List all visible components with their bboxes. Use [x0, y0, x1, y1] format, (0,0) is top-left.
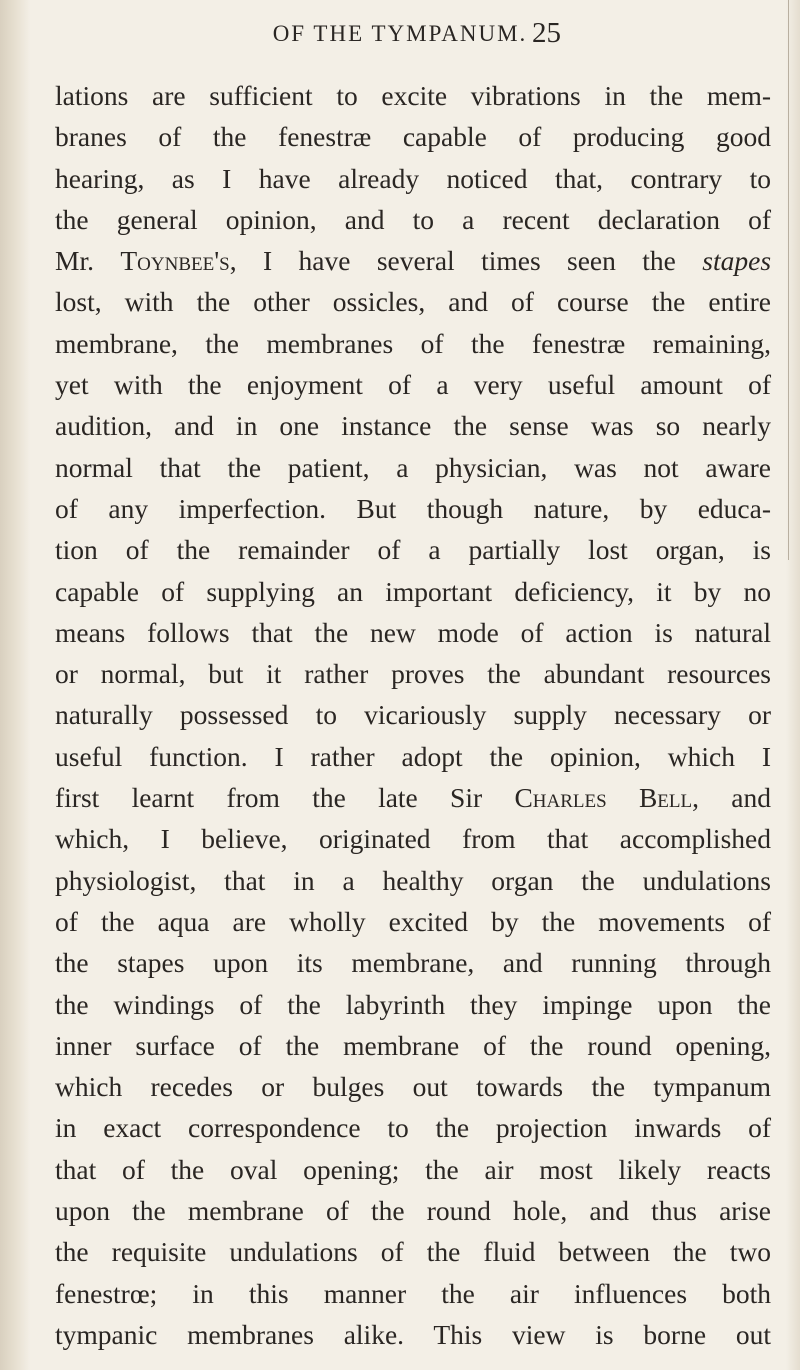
text-run: which, I believe, originated from that accomplished [55, 823, 771, 855]
text-line [55, 1107, 771, 1148]
text-line [55, 860, 771, 901]
text-line [55, 75, 771, 116]
text-run: tympanic membranes alike. This view is borne out [55, 1318, 771, 1350]
text-line [55, 777, 771, 818]
body-text [55, 75, 771, 1355]
text-run: means follows that the new mode of action is natural [55, 616, 771, 648]
text-run: tion of the remainder of a partially lost organ, is [55, 534, 771, 566]
text-line [55, 736, 771, 777]
text-run: upon the membrane of the round hole, and thus arise [55, 1195, 771, 1227]
running-title: OF THE TYMPANUM. [272, 21, 528, 46]
text-run: useful function. I rather adopt the opinion, which I [55, 740, 771, 772]
italic-term-stapes: stapes [702, 245, 772, 277]
text-line [55, 653, 771, 694]
text-line [55, 1273, 771, 1314]
text-line [55, 405, 771, 446]
text-line [55, 158, 771, 199]
text-line [55, 1066, 771, 1107]
text-line [55, 1190, 771, 1231]
text-line [55, 364, 771, 405]
text-run: which recedes or bulges out towards the tympanum [55, 1071, 771, 1103]
text-run: physiologist, that in a healthy organ the undulations [55, 864, 771, 896]
text-run: of the aqua are wholly excited by the movements of [55, 905, 771, 937]
page-binding-edge [0, 0, 30, 1370]
text-run: branes of the fenestræ capable of producing good [55, 121, 771, 153]
text-run: the windings of the labyrinth they impinge upon the [55, 988, 771, 1020]
text-line [55, 694, 771, 735]
text-run: or normal, but it rather proves the abundant resources [55, 658, 771, 690]
text-line [55, 281, 771, 322]
text-line [55, 240, 771, 281]
text-line [55, 1025, 771, 1066]
name-charles-bell: Charles Bell [514, 782, 693, 814]
text-line [55, 1314, 771, 1355]
text-run: first learnt from the late Sir [55, 782, 515, 814]
text-line [55, 612, 771, 653]
text-run: audition, and in one instance the sense was so nearly [55, 410, 771, 442]
running-head [0, 17, 800, 57]
text-line [55, 901, 771, 942]
text-run: the stapes upon its membrane, and running through [55, 947, 771, 979]
text-line [55, 1231, 771, 1272]
text-line [55, 199, 771, 240]
text-line [55, 116, 771, 157]
text-run: inner surface of the membrane of the round opening, [55, 1029, 771, 1061]
text-run: , and [692, 782, 771, 814]
page-edge-line [788, 0, 789, 560]
text-run: the requisite undulations of the fluid between the two [55, 1236, 771, 1268]
text-run: normal that the patient, a physician, was not aware [55, 451, 771, 483]
text-run: in exact correspondence to the projection inwards of [55, 1112, 771, 1144]
text-run: fenestrœ; in this manner the air influences both [55, 1277, 771, 1309]
text-run: Mr. [55, 245, 121, 277]
text-line [55, 818, 771, 859]
text-run: hearing, as I have already noticed that, contrary to [55, 162, 771, 194]
text-line [55, 323, 771, 364]
text-run: the general opinion, and to a recent declaration of [55, 203, 771, 235]
text-line [55, 1149, 771, 1190]
text-run: yet with the enjoyment of a very useful amount of [55, 369, 771, 401]
text-run: membrane, the membranes of the fenestræ remaining, [55, 327, 771, 359]
text-run: lations are sufficient to excite vibrations in the mem- [55, 80, 771, 111]
text-line [55, 529, 771, 570]
text-run: , I have several times seen the [229, 245, 703, 277]
text-line [55, 984, 771, 1025]
text-run: that of the oval opening; the air most likely reacts [55, 1153, 771, 1185]
page-number: 25 [532, 17, 561, 49]
text-line [55, 942, 771, 983]
text-line [55, 571, 771, 612]
text-run: of any imperfection. But though nature, by educa- [55, 492, 771, 524]
text-run: lost, with the other ossicles, and of course the entire [55, 286, 771, 318]
text-line [55, 488, 771, 529]
text-run: naturally possessed to vicariously supply necessary or [55, 699, 771, 731]
name-toynbee: Toynbee's [120, 245, 230, 277]
text-line [55, 447, 771, 488]
text-run: capable of supplying an important deficiency, it by no [55, 575, 771, 607]
